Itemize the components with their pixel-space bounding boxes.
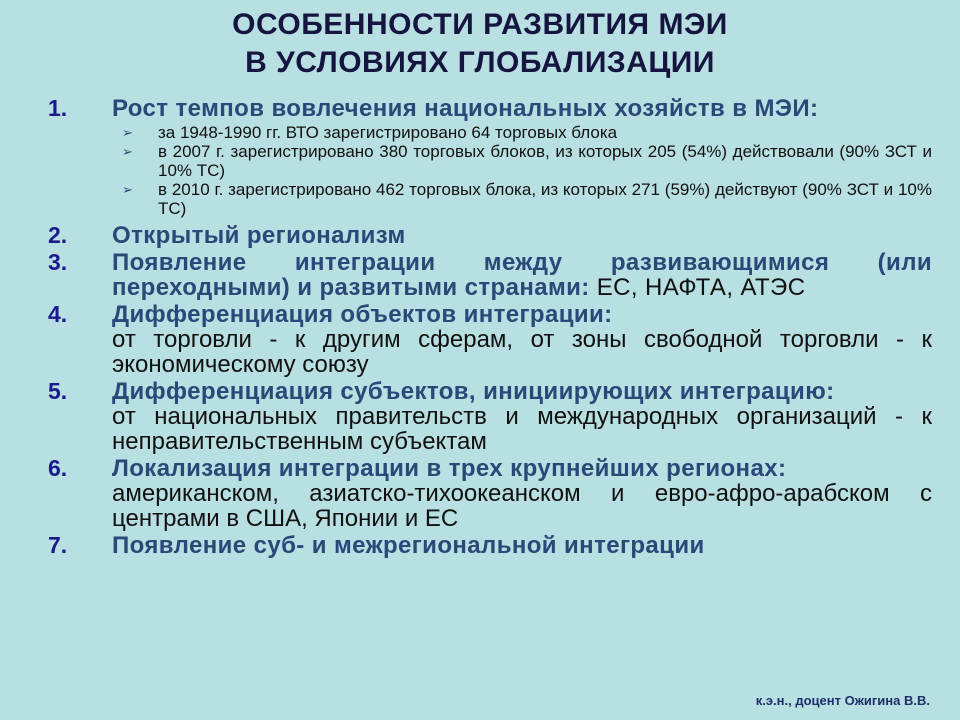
item-number: 2. <box>48 222 68 248</box>
item-description: от национальных правительств и международных организаций - к неправительственным субъектам <box>112 403 932 455</box>
arrow-bullet-icon: ➢ <box>122 182 133 197</box>
item-heading: Открытый регионализм <box>112 222 406 249</box>
title-line-1: ОСОБЕННОСТИ РАЗВИТИЯ МЭИ <box>232 8 728 41</box>
author-footer: к.э.н., доцент Ожигина В.В. <box>755 693 930 708</box>
slide-title <box>0 6 960 82</box>
sub-item: ➢ за 1948-1990 гг. ВТО зарегистрировано 64 торговых блока <box>112 123 932 142</box>
content-list <box>48 96 932 560</box>
item-number: 1. <box>48 95 68 121</box>
item-heading: Появление интеграции между развивающимися (или переходными) и развитыми странами: <box>112 249 932 301</box>
item-number: 6. <box>48 455 68 481</box>
item-heading: Появление суб- и межрегиональной интеграции <box>112 532 705 559</box>
list-item-3 <box>48 250 932 300</box>
arrow-bullet-icon: ➢ <box>122 144 133 159</box>
item-description: американском, азиатско-тихоокеанском и евро-афро-арабском с центрами в США, Японии и ЕС <box>112 480 932 532</box>
list-item-6 <box>48 456 932 531</box>
list-item-7 <box>48 533 932 558</box>
item-number: 3. <box>48 249 68 275</box>
sub-item: ➢ в 2010 г. зарегистрировано 462 торговых блока, из которых 271 (59%) действуют (90% ЗСТ и 10% ТС) <box>112 180 932 218</box>
item-heading: Локализация интеграции в трех крупнейших регионах: <box>112 455 787 482</box>
list-item-5 <box>48 379 932 454</box>
arrow-bullet-icon: ➢ <box>122 125 133 140</box>
sub-item: ➢ в 2007 г. зарегистрировано 380 торговых блоков, из которых 205 (54%) действовали (90% ЗСТ и 10% ТС) <box>112 142 932 180</box>
list-item-2 <box>48 223 932 248</box>
sub-list <box>112 123 932 218</box>
item-number: 7. <box>48 532 68 558</box>
item-heading: Дифференциация объектов интеграции: <box>112 301 613 328</box>
list-item-1 <box>48 96 932 221</box>
item-tail: ЕС, НАФТА, АТЭС <box>589 274 806 301</box>
item-heading: Дифференциация субъектов, инициирующих интеграцию: <box>112 378 835 405</box>
item-heading-with-tail <box>112 250 932 300</box>
title-line-2: В УСЛОВИЯХ ГЛОБАЛИЗАЦИИ <box>245 46 715 79</box>
item-number: 4. <box>48 301 68 327</box>
item-description: от торговли - к другим сферам, от зоны свободной торговли - к экономическому союзу <box>112 326 932 378</box>
item-heading: Рост темпов вовлечения национальных хозяйств в МЭИ: <box>112 95 819 122</box>
list-item-4 <box>48 302 932 377</box>
item-number: 5. <box>48 378 68 404</box>
